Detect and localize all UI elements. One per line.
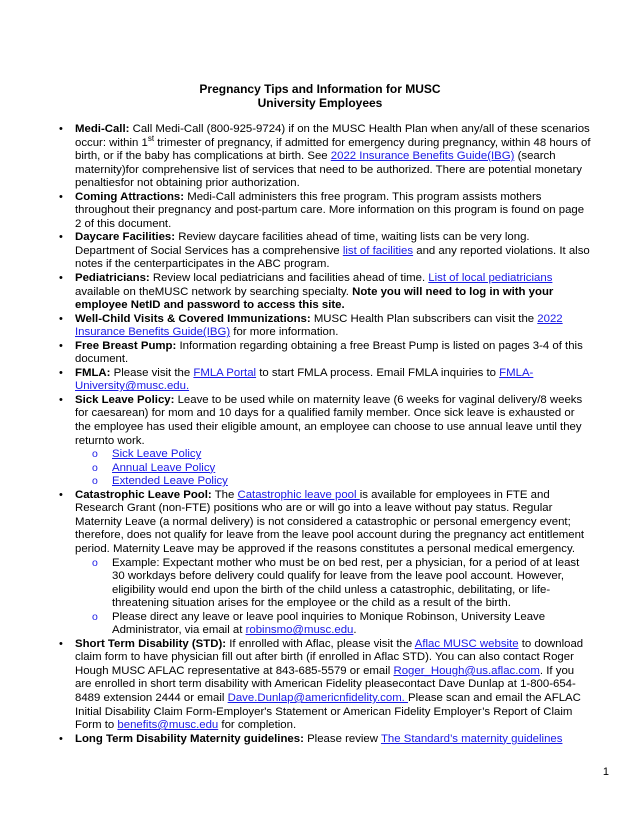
annual-leave-policy-link[interactable]: Annual Leave Policy <box>112 461 216 474</box>
item-text: to download claim form to have physician fill out after birth (if enrolled in Aflac STD). You can also contact Roger Hough MUSC AFLAC representative at 843-685-5579 or email <box>75 637 584 677</box>
catastrophic-leave-link[interactable]: Catastrophic leave pool <box>237 488 360 501</box>
fmla-portal-link[interactable]: FMLA Portal <box>193 366 257 379</box>
list-item-medi-call <box>53 123 591 191</box>
list-item-catastrophic-leave <box>53 489 591 638</box>
item-text: Please visit the <box>110 366 194 379</box>
item-text: Call Medi-Call (800-925-9724) if on the MUSC Health Plan when any/all of these scenarios occur: within 1 <box>75 123 590 149</box>
item-text: available on theMUSC network by searching specialty. <box>75 285 353 298</box>
circle-bullet-icon: o <box>92 475 98 488</box>
aflac-website-link[interactable]: Aflac MUSC website <box>414 637 519 650</box>
item-text: Medi-Call administers this free program. This program assists mothers throughout their pregnancy and post-partum care. More information on this program is found on page 2 of this document. <box>75 190 585 230</box>
item-text: is available for employees in FTE and Research Grant (non-FTE) positions who are or will go into a leave without pay status. Regular Maternity Leave (a normal delivery) is not considered a catastrophic or personal emergency event; therefore, does not qualify for leave from the leave pool account during the pregnancy act entitlement period. Maternity Leave may be approved if the reasons constitutes a personal medical emergency. <box>75 488 585 555</box>
standard-guidelines-link[interactable]: The Standard’s maternity guidelines <box>380 732 563 745</box>
list-item-coming-attractions <box>53 191 591 232</box>
item-text: and any reported violations. It also notes if the centerparticipates in the ABC program. <box>75 244 590 271</box>
page-number: 1 <box>602 766 609 778</box>
item-text: . <box>353 624 357 637</box>
item-label: Short Term Disability (STD): <box>75 637 227 650</box>
item-text: Leave to be used while on maternity leave (6 weeks for vaginal delivery/8 weeks for caesarean) for mom and 10 days for a qualified family member. Once sick leave is exhausted or the employee has used their eligible amount, an employee can choose to use annual leave until they returnto work. <box>75 393 583 447</box>
item-label: Daycare Facilities: <box>75 231 176 244</box>
benefits-email-link[interactable]: benefits@musc.edu <box>117 719 219 732</box>
item-text: trimester of pregnancy, if admitted for emergency during pregnancy, within 48 hours of birth, or if the baby has complications at birth. See <box>75 136 591 163</box>
title-line-1: Pregnancy Tips and Information for MUSC <box>199 82 441 96</box>
item-text: to start FMLA process. Email FMLA inquiries to <box>256 366 500 379</box>
sub-item <box>92 556 591 611</box>
catastrophic-sub-list <box>75 557 591 638</box>
item-label: Free Breast Pump: <box>75 339 177 352</box>
superscript: st <box>147 133 155 143</box>
item-text: Review local pediatricians and facilities ahead of time. <box>149 272 429 285</box>
item-text: If enrolled with Aflac, please visit the <box>226 637 415 650</box>
sick-leave-policy-link[interactable]: Sick Leave Policy <box>112 448 202 461</box>
login-note: Note you will need to log in with your employee NetID and password to access this site. <box>75 285 554 312</box>
sub-item <box>92 448 591 462</box>
item-label: Pediatricians: <box>75 272 150 285</box>
title-line-2: University Employees <box>257 96 383 110</box>
ibg-link-2[interactable]: 2022 Insurance Benefits Guide(IBG) <box>75 312 563 339</box>
item-text: Please review <box>303 732 381 745</box>
sub-item <box>92 610 591 638</box>
list-item-long-term-disability <box>53 733 591 747</box>
item-text: Example: Expectant mother who must be on bed rest, per a physician, for a period of at least 30 workdays before delivery could qualify for leave from the leave pool account. However, eligibility would end upon the birth of the child unless a catastrophic, debilitating, or life-threatening situation arises for the employee or the child as a result of the birth. <box>112 556 580 610</box>
circle-bullet-icon: o <box>92 461 98 474</box>
item-text: for completion. <box>218 719 297 732</box>
pediatricians-link[interactable]: List of local pediatricians <box>428 272 553 285</box>
item-text: Review daycare facilities ahead of time, waiting lists can be very long. Department of Social Services has a comprehensive <box>75 231 530 257</box>
item-text: The <box>211 488 238 501</box>
fmla-email-link[interactable]: FMLA-University@musc.edu. <box>75 366 534 393</box>
list-item-well-child <box>53 313 591 340</box>
circle-bullet-icon: o <box>92 556 98 569</box>
list-item-breast-pump <box>53 340 591 367</box>
roger-hough-email-link[interactable]: Roger_Hough@us.aflac.com <box>393 664 540 677</box>
item-label: FMLA: <box>75 366 111 379</box>
tips-list <box>53 123 591 746</box>
item-text: Please direct any leave or leave pool inquiries to Monique Robinson, University Leave Administrator, via email at <box>112 610 546 637</box>
item-text: (search maternity)for comprehensive list of services that need to be authorized. There are potential monetary penaltiesfor not obtaining prior authorization. <box>75 150 582 190</box>
item-text: MUSC Health Plan subscribers can visit the <box>310 312 538 325</box>
item-text: for more information. <box>230 326 339 339</box>
sub-item <box>92 461 591 476</box>
item-label: Coming Attractions: <box>75 190 185 203</box>
robinsmo-email-link[interactable]: robinsmo@musc.edu <box>245 624 354 637</box>
leave-policy-links <box>75 448 591 489</box>
page-title <box>0 82 640 110</box>
list-item-fmla <box>53 367 591 394</box>
list-item-pediatricians <box>53 272 591 313</box>
list-item-daycare <box>53 231 591 272</box>
facilities-link[interactable]: list of facilities <box>342 244 414 257</box>
item-label: Catastrophic Leave Pool: <box>75 488 212 501</box>
item-text: . If you are enrolled in short term disability with American Fidelity pleasecontact Dave Dunlap at 1-800-654-8489 extension 2444 or email <box>75 664 576 704</box>
item-label: Medi-Call: <box>75 123 130 135</box>
item-label: Long Term Disability Maternity guidelines: <box>75 732 304 745</box>
list-item-sick-leave <box>53 394 591 489</box>
circle-bullet-icon: o <box>92 448 98 461</box>
ibg-link[interactable]: 2022 Insurance Benefits Guide(IBG) <box>330 150 515 163</box>
dave-dunlap-email-link[interactable]: Dave.Dunlap@americnfidelity.com. <box>227 691 409 704</box>
circle-bullet-icon: o <box>92 610 98 623</box>
list-item-short-term-disability <box>53 638 591 733</box>
item-label: Sick Leave Policy: <box>75 393 175 406</box>
item-text: Please scan and email the AFLAC Initial Disability Claim Form-Employer's Statement or American Fidelity Employer’s Report of Claim Form to <box>75 691 581 732</box>
item-text: Information regarding obtaining a free Breast Pump is listed on pages 3-4 of this document. <box>75 339 583 366</box>
item-label: Well-Child Visits & Covered Immunizations: <box>75 312 311 325</box>
sub-item <box>92 475 591 489</box>
extended-leave-policy-link[interactable]: Extended Leave Policy <box>112 475 228 488</box>
